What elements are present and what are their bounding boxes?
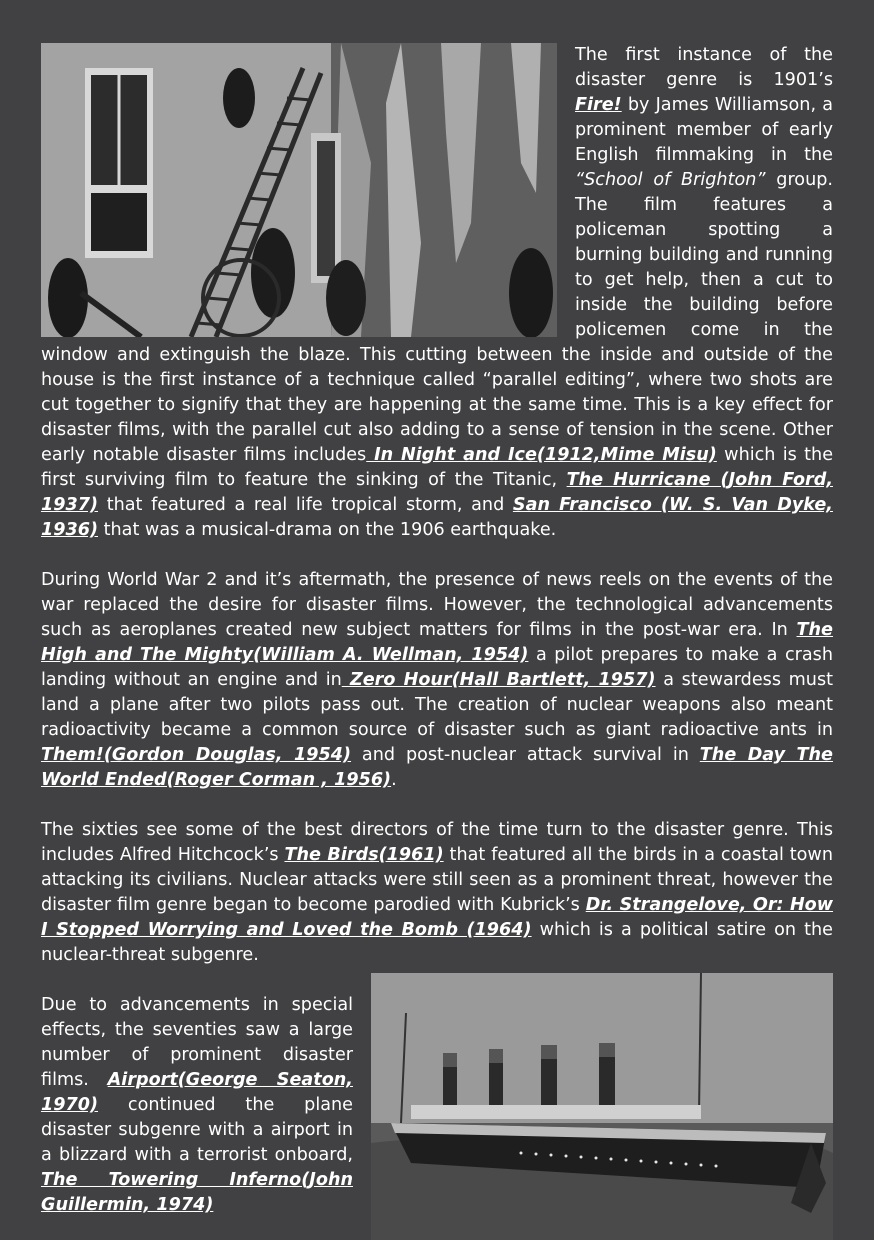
paragraph-sixties-films: The sixties see some of the best directors of the time turn to the disaster genre. This includes Alfred Hitchcock’s The Birds(1961) that featured all the birds in a coastal town attacking its civilians. Nuclear attacks were still seen as a prominent threat, however the disaster film genre began to become parodied with Kubrick’s Dr. Strangelove, Or: How I Stopped Worrying and Loved the Bomb (1964) which is a political satire on the nuclear-threat subgenre. — [41, 820, 834, 965]
paragraph-early-disaster-films: The first instance of the disaster genre is 1901’s Fire! by James Williamson, a prominent member of early English filmmaking in the “School of Brighton” group. The film features a policeman spotting a burning building and running to get help, then a cut to inside the building before policemen come in the window and extinguish the blaze. This cutting between the inside and outside of the house is the first instance of a technique called “parallel editing”, where two shots are cut together to signify that they are happening at the same time. This is a key effect for disaster films, with the parallel cut also adding to a sense of tension in the scene. Other early notable disaster films includes In Night and Ice(1912,Mime Misu) which is the first surviving film to feature the sinking of the Titanic, The Hurricane (John Ford, 1937) that featured a real life tropical storm, and San Francisco (W. S. Van Dyke, 1936) that was a musical-drama on the 1906 earthquake. — [41, 45, 834, 540]
paragraph-seventies-films: Due to advancements in special effects, the seventies saw a large number of prominent disaster films. Airport(George Seaton, 1970) continued the plane disaster subgenre with a airport in a blizzard with a terrorist onboard, The Towering Inferno(John Guillermin, 1974) — [41, 995, 353, 1215]
film-title-fire: Fire! — [575, 95, 622, 115]
film-title-them: Them!(Gordon Douglas, 1954) — [41, 745, 352, 765]
film-title-san-francisco: San Francisco (W. S. Van Dyke, 1936) — [41, 495, 833, 540]
film-title-the-day-the-world-ended: The Day The World Ended(Roger Corman , 1956) — [41, 745, 833, 790]
film-title-in-night-and-ice: In Night and Ice(1912,Mime Misu) — [366, 445, 717, 465]
article-page — [41, 43, 833, 1240]
film-title-the-birds: The Birds(1961) — [284, 845, 444, 865]
school-of-brighton-text: “School of Brighton” — [575, 170, 766, 190]
film-title-zero-hour: Zero Hour(Hall Bartlett, 1957) — [341, 670, 656, 690]
film-title-airport: Airport(George Seaton, 1970) — [41, 1070, 353, 1115]
film-title-the-hurricane: The Hurricane (John Ford, 1937) — [41, 470, 833, 515]
film-title-dr-strangelove: Dr. Strangelove, Or: How I Stopped Worrying and Loved the Bomb (1964) — [41, 895, 834, 940]
film-title-the-high-and-the-mighty: The High and The Mighty(William A. Wellman, 1954) — [41, 620, 833, 665]
fire-film-still-image — [41, 43, 557, 337]
titanic-ship-image — [371, 973, 833, 1240]
film-title-the-towering-inferno: The Towering Inferno(John Guillermin, 1974) — [41, 1170, 353, 1215]
paragraph-post-war-films: During World War 2 and it’s aftermath, the presence of news reels on the events of the war replaced the desire for disaster films. However, the technological advancements such as aeroplanes created new subject matters for films in the post-war era. In The High and The Mighty(William A. Wellman, 1954) a pilot prepares to make a crash landing without an engine and in Zero Hour(Hall Bartlett, 1957) a stewardess must land a plane after two pilots pass out. The creation of nuclear weapons also meant radioactivity became a common source of disaster such as giant radioactive ants in Them!(Gordon Douglas, 1954) and post-nuclear attack survival in The Day The World Ended(Roger Corman , 1956). — [41, 570, 834, 790]
